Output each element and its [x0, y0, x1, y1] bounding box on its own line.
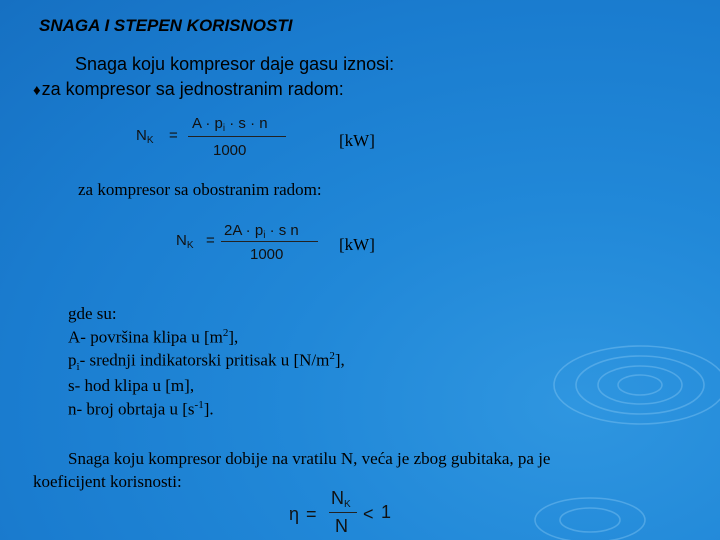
formula1-lhs: $N_K$ [136, 127, 154, 146]
formula1-equals: = [169, 127, 178, 144]
definition-speed: n- broj obrtaja u $[s^{-1}]$. [68, 399, 214, 419]
formula3-numerator: $N_K$ [331, 488, 351, 510]
formula1-denominator: 1000 [213, 142, 247, 159]
definitions-intro: gde su: [68, 304, 117, 323]
single-acting-label: za kompresor sa jednostranim radom: [41, 79, 344, 99]
formula3-equals: = [306, 504, 317, 524]
page-title: SNAGA I STEPEN KORISNOSTI [39, 16, 293, 35]
unit-label-2: [kW] [339, 235, 375, 254]
formula1-numerator: $A \cdot p_i \cdot s \cdot n$ [192, 115, 268, 134]
formula-single-acting [136, 115, 296, 165]
formula2-lhs: $N_K$ [176, 232, 194, 251]
formula2-denominator: 1000 [250, 246, 284, 263]
unit-label-1: [kW] [339, 131, 375, 150]
definition-stroke: s- hod klipa u [m], [68, 376, 195, 395]
formula3-lhs: η [289, 504, 300, 524]
formula2-numerator: $2A \cdot p_i \cdot s$ n [224, 222, 299, 241]
definition-area: A- površina klipa u $[m^2]$, [68, 327, 239, 347]
double-acting-label: za kompresor sa obostranim radom: [78, 180, 322, 199]
formula-double-acting [176, 220, 326, 268]
conclusion-text-line2: koeficijent korisnosti: [33, 472, 182, 491]
formula3-denominator: N [335, 516, 348, 536]
formula3-fraction-bar [329, 512, 357, 513]
formula2-equals: = [206, 232, 215, 249]
formula3-rhs: 1 [381, 502, 392, 522]
diamond-bullet-icon: ♦ [33, 82, 41, 99]
formula1-fraction-bar [188, 136, 286, 137]
definition-pressure: $p_i-$ srednji indikatorski pritisak u $[N/m^2]$, [68, 350, 345, 374]
intro-text: Snaga koju kompresor daje gasu iznosi: [75, 54, 395, 74]
single-acting-line [33, 79, 344, 100]
formula3-less-than: < [363, 504, 374, 524]
conclusion-text-line1: Snaga koju kompresor dobije na vratilu N, veća je zbog gubitaka, pa je [68, 449, 551, 468]
formula-efficiency [289, 490, 399, 538]
formula2-fraction-bar [221, 241, 318, 242]
